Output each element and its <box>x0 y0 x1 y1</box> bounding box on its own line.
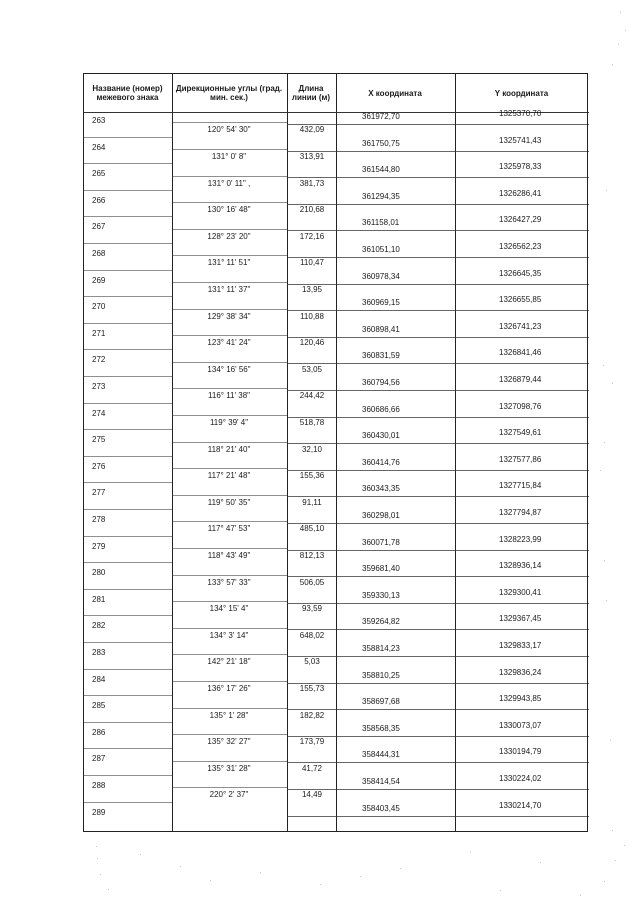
line-length: 432,09 <box>299 125 325 135</box>
row-divider-name <box>84 190 172 191</box>
y-coordinate: 1327794,87 <box>499 508 542 517</box>
line-length: 313,91 <box>299 151 325 161</box>
y-coordinate: 1327549,61 <box>499 428 542 438</box>
y-coordinate: 1327577,86 <box>499 454 542 464</box>
directional-angle: 131° 0' 11" , <box>207 178 251 188</box>
directional-angle: 117° 47' 53" <box>207 524 251 534</box>
y-coordinate: 1325741,43 <box>499 135 542 145</box>
mark-name: 282 <box>92 621 106 631</box>
mark-name: 266 <box>92 195 106 205</box>
scan-speck <box>260 872 261 873</box>
row-divider-name <box>84 349 172 350</box>
y-coordinate: 1325978,33 <box>499 162 542 172</box>
row-divider-angles <box>172 282 287 283</box>
x-coordinate: 360686,66 <box>362 404 400 414</box>
directional-angle: 133° 57' 33" <box>207 577 251 587</box>
scan-speck <box>96 846 97 847</box>
row-divider-angles <box>172 654 287 655</box>
line-length: 110,88 <box>300 311 324 321</box>
scan-speck <box>612 64 613 65</box>
row-divider-angles <box>172 495 287 496</box>
x-coordinate: 360298,01 <box>362 511 400 520</box>
row-divider-angles <box>172 708 287 709</box>
y-coordinate: 1326645,35 <box>499 268 542 278</box>
directional-angle: 118° 21' 40" <box>207 444 251 454</box>
scan-speck <box>612 383 613 384</box>
x-coordinate: 358568,35 <box>362 723 400 733</box>
line-length: 110,47 <box>300 258 324 268</box>
directional-angle: 134° 15' 4" <box>209 604 249 614</box>
scan-speck <box>615 860 616 861</box>
row-divider-name <box>84 642 172 643</box>
mark-name: 283 <box>92 648 106 657</box>
y-coordinate: 1328936,14 <box>499 561 542 571</box>
row-divider-angles <box>172 309 287 310</box>
row-divider-angles <box>172 202 287 203</box>
row-divider-name <box>84 802 172 803</box>
row-divider-name <box>84 562 172 563</box>
line-length: 381,73 <box>299 178 325 188</box>
mark-name: 265 <box>92 169 106 179</box>
y-coordinate: 1330073,07 <box>499 720 542 730</box>
row-divider-angles <box>172 229 287 230</box>
y-coordinate: 1326427,29 <box>499 215 542 225</box>
y-coordinate: 1329300,41 <box>499 587 542 597</box>
row-divider-angles <box>172 681 287 682</box>
row-divider-angles <box>172 388 287 389</box>
line-length: 91,11 <box>302 497 322 507</box>
mark-name: 275 <box>92 435 106 445</box>
y-coordinate: 1329367,45 <box>499 614 542 624</box>
scan-speck <box>360 876 361 877</box>
line-length: 14,49 <box>301 790 323 800</box>
x-coordinate: 358697,68 <box>362 697 400 707</box>
y-coordinate: 1326879,44 <box>499 375 542 384</box>
scan-speck <box>604 442 605 443</box>
mark-name: 276 <box>92 461 106 471</box>
mark-name: 269 <box>92 275 106 285</box>
mark-name: 277 <box>92 488 106 498</box>
y-coordinate: 1325370,70 <box>499 109 542 118</box>
row-divider-name <box>84 615 172 616</box>
header-mark-name: Название (номер) межевого знака <box>92 84 163 102</box>
directional-angle: 131° 0' 8" <box>211 151 247 161</box>
scan-speck <box>604 560 605 561</box>
row-divider-angles <box>172 468 287 469</box>
row-divider-angles <box>172 255 287 256</box>
directional-angle: 136° 17' 26" <box>207 683 251 693</box>
column-divider <box>455 74 456 831</box>
scan-speck <box>624 845 625 846</box>
directional-angle: 131° 11' 37" <box>207 284 251 294</box>
x-coordinate: 361544,80 <box>362 165 400 175</box>
x-coordinate: 359264,82 <box>362 617 400 627</box>
row-divider-name <box>84 722 172 723</box>
line-length: 32,10 <box>301 444 323 454</box>
scan-speck <box>400 868 401 869</box>
mark-name: 279 <box>92 541 106 551</box>
line-length: 182,82 <box>299 710 325 720</box>
line-length: 155,36 <box>299 471 325 481</box>
mark-name: 274 <box>92 408 106 418</box>
directional-angle: 220° 2' 37" <box>209 790 249 800</box>
mark-name: 263 <box>92 116 106 125</box>
directional-angle: 135° 32' 27" <box>207 737 251 747</box>
directional-angle: 128° 23' 20" <box>207 231 251 241</box>
mark-name: 285 <box>92 701 106 711</box>
header-directional-angle: Дирекционные углы (град. мин. сек.) <box>175 84 283 102</box>
scan-speck <box>500 890 501 891</box>
row-divider-angles <box>172 548 287 549</box>
x-coordinate: 360831,59 <box>362 351 400 361</box>
line-length: 13,95 <box>301 284 323 294</box>
mark-name: 288 <box>92 781 106 790</box>
row-divider-name <box>84 243 172 244</box>
scan-speck <box>603 365 604 366</box>
scan-speck <box>620 12 621 13</box>
x-coordinate: 360969,15 <box>362 298 400 308</box>
scan-speck <box>210 880 211 881</box>
row-divider-name <box>84 695 172 696</box>
row-divider-angles <box>172 442 287 443</box>
scan-speck <box>606 600 607 601</box>
line-length: 210,68 <box>299 205 325 215</box>
scan-speck <box>97 858 98 859</box>
mark-name: 264 <box>92 142 106 152</box>
x-coordinate: 358810,25 <box>362 670 400 680</box>
scan-speck <box>600 470 601 471</box>
x-coordinate: 361750,75 <box>362 138 400 148</box>
x-coordinate: 359681,40 <box>362 564 400 574</box>
header-y-coordinate: Y координата <box>494 88 549 98</box>
column-divider <box>287 74 288 831</box>
x-coordinate: 360978,34 <box>362 271 400 281</box>
y-coordinate: 1326741,23 <box>499 321 542 331</box>
x-coordinate: 358403,45 <box>362 803 400 813</box>
row-divider-name <box>84 748 172 749</box>
line-length: 506,05 <box>299 577 325 587</box>
directional-angle: 120° 54' 30" <box>207 125 251 135</box>
y-coordinate: 1329943,85 <box>499 694 542 704</box>
x-coordinate: 361972,70 <box>362 112 400 121</box>
scan-speck <box>470 852 471 853</box>
directional-angle: 116° 11' 38" <box>208 391 250 401</box>
x-coordinate: 359330,13 <box>362 590 400 600</box>
y-coordinate: 1326286,41 <box>499 188 542 198</box>
x-coordinate: 361294,35 <box>362 191 400 201</box>
line-length: 244,42 <box>299 391 325 401</box>
row-divider-name <box>84 536 172 537</box>
mark-name: 272 <box>92 355 106 365</box>
row-divider-angles <box>172 761 287 762</box>
row-divider-name <box>84 403 172 404</box>
row-divider-name <box>84 509 172 510</box>
x-coordinate: 360898,41 <box>362 324 400 334</box>
mark-name: 271 <box>92 328 106 338</box>
directional-angle: 142° 21' 18" <box>207 657 251 667</box>
line-length: 120,46 <box>299 338 325 348</box>
x-coordinate: 358444,31 <box>362 750 400 760</box>
row-divider-name <box>84 270 172 271</box>
row-divider-name <box>84 669 172 670</box>
row-divider-name <box>84 163 172 164</box>
line-length: 93,59 <box>301 604 323 614</box>
column-divider <box>172 74 173 831</box>
y-coordinate: 1330224,02 <box>499 774 542 783</box>
header-line-length: Длина линии (м) <box>291 84 331 102</box>
line-length: 5,03 <box>304 657 320 667</box>
mark-name: 280 <box>92 568 106 578</box>
directional-angle: 134° 16' 56" <box>207 364 251 374</box>
row-divider-angles <box>172 787 287 788</box>
scan-speck <box>580 895 581 896</box>
line-length: 155,73 <box>299 683 325 693</box>
y-coordinate: 1327715,84 <box>499 481 542 491</box>
row-divider-name <box>84 296 172 297</box>
directional-angle: 131° 11' 51" <box>207 258 251 268</box>
mark-name: 284 <box>92 674 106 684</box>
x-coordinate: 361051,10 <box>362 245 400 254</box>
directional-angle: 118° 43' 49" <box>207 550 251 560</box>
y-coordinate: 1326562,23 <box>499 242 542 251</box>
scan-speck <box>108 889 109 890</box>
mark-name: 270 <box>92 302 106 312</box>
line-length: 173,79 <box>299 737 325 747</box>
mark-name: 289 <box>92 807 106 817</box>
row-divider-angles <box>172 521 287 522</box>
row-divider-name <box>84 429 172 430</box>
column-divider <box>336 74 337 831</box>
row-divider-angles <box>172 628 287 629</box>
scan-speck <box>180 866 181 867</box>
row-divider-name <box>84 456 172 457</box>
directional-angle: 117° 21' 48" <box>207 471 251 481</box>
row-divider-angles <box>172 575 287 576</box>
y-coordinate: 1330214,70 <box>499 800 542 810</box>
directional-angle: 130° 16' 48" <box>207 205 251 215</box>
x-coordinate: 360430,01 <box>362 431 400 441</box>
row-divider-name <box>84 482 172 483</box>
header-x-coordinate: X координата <box>368 88 422 98</box>
x-coordinate: 360071,78 <box>362 537 400 547</box>
boundary-coordinates-table <box>83 73 588 832</box>
mark-name: 273 <box>92 382 106 391</box>
line-length: 518,78 <box>299 417 325 427</box>
directional-angle: 135° 31' 28" <box>207 763 251 773</box>
scan-speck <box>612 830 613 831</box>
directional-angle: 123° 41' 24" <box>207 338 251 348</box>
scan-speck <box>320 884 321 885</box>
y-coordinate: 1327098,76 <box>499 401 542 411</box>
row-divider-name <box>84 137 172 138</box>
row-divider-angles <box>172 415 287 416</box>
row-divider-angles <box>172 335 287 336</box>
x-coordinate: 360343,35 <box>362 484 400 494</box>
directional-angle: 134° 3' 14" <box>209 630 249 640</box>
scan-speck <box>618 44 619 45</box>
x-coordinate: 361158,01 <box>362 218 400 228</box>
row-divider-name <box>84 376 172 377</box>
mark-name: 268 <box>92 249 106 258</box>
y-coordinate: 1328223,99 <box>499 534 542 544</box>
y-coordinate: 1326841,46 <box>499 348 542 358</box>
mark-name: 267 <box>92 222 106 232</box>
row-divider-angles <box>172 149 287 150</box>
mark-name: 281 <box>92 594 106 604</box>
scan-speck <box>610 740 611 741</box>
mark-name: 278 <box>92 515 106 524</box>
scan-speck <box>140 854 141 855</box>
directional-angle: 119° 50' 35" <box>207 497 251 507</box>
row-divider-name <box>84 775 172 776</box>
mark-name: 286 <box>92 727 106 737</box>
x-coordinate: 358814,23 <box>362 644 400 653</box>
x-coordinate: 360414,76 <box>362 457 400 467</box>
row-divider-angles <box>172 601 287 602</box>
y-coordinate: 1329836,24 <box>499 667 542 677</box>
y-coordinate: 1326655,85 <box>499 295 542 305</box>
y-coordinate: 1330194,79 <box>499 747 542 757</box>
line-length: 812,13 <box>299 550 325 560</box>
row-divider-angles <box>172 176 287 177</box>
scan-speck <box>606 190 607 191</box>
scan-speck <box>625 30 626 31</box>
row-divider-name <box>84 216 172 217</box>
row-divider-angles <box>172 734 287 735</box>
line-length: 172,16 <box>299 231 325 241</box>
directional-angle: 129° 38' 34" <box>207 311 251 321</box>
mark-name: 287 <box>92 754 106 764</box>
row-divider-name <box>84 589 172 590</box>
scan-speck <box>604 881 605 882</box>
y-coordinate: 1329833,17 <box>499 641 542 650</box>
line-length: 648,02 <box>299 630 325 640</box>
x-coordinate: 358414,54 <box>362 777 400 786</box>
line-length: 41,72 <box>301 763 323 773</box>
line-length: 485,10 <box>299 524 325 534</box>
row-divider-angles <box>172 362 287 363</box>
directional-angle: 135° 1' 28" <box>209 710 249 720</box>
scan-speck <box>100 874 101 875</box>
scan-speck <box>540 862 541 863</box>
row-divider-coords <box>287 816 589 817</box>
row-divider-name <box>84 323 172 324</box>
row-divider-angles <box>172 122 287 123</box>
x-coordinate: 360794,56 <box>362 378 400 387</box>
line-length: 53,05 <box>301 364 323 374</box>
directional-angle: 119° 39' 4" <box>209 417 249 427</box>
